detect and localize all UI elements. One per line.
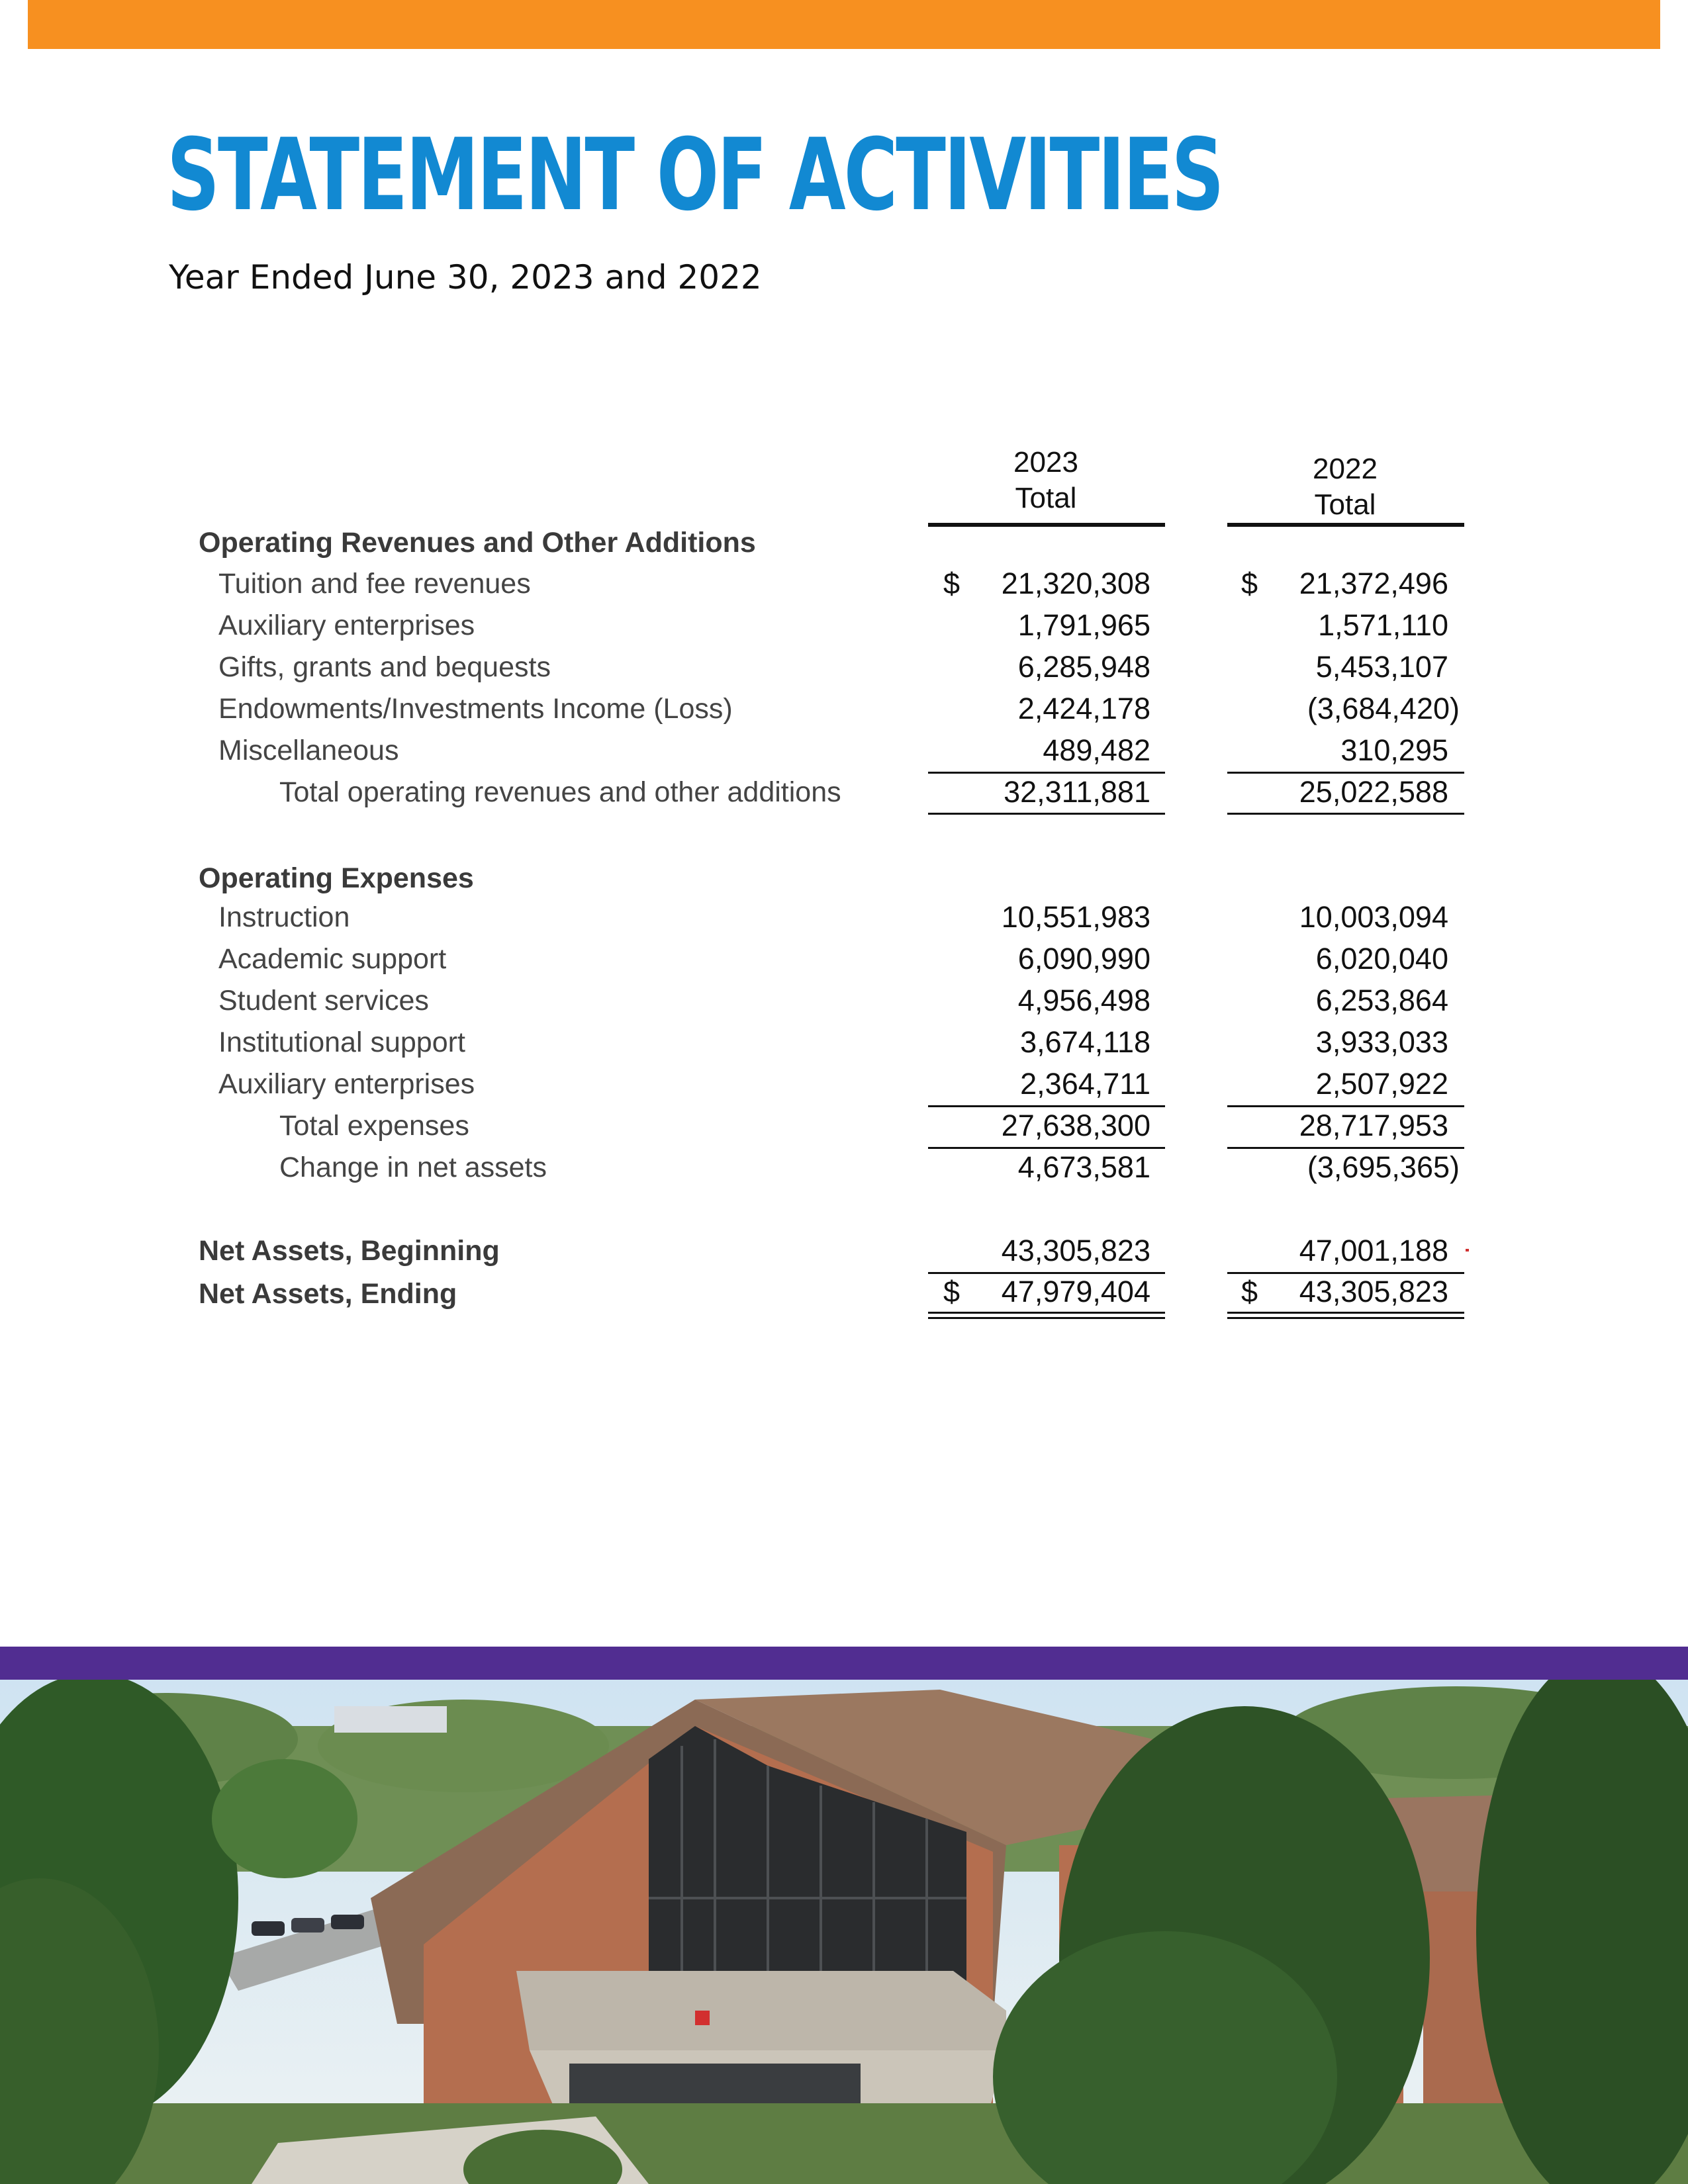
value-2022: (3,684,420) — [1307, 692, 1460, 725]
value-2022: 10,003,094 — [1299, 900, 1448, 934]
row-label: Endowments/Investments Income (Loss) — [218, 693, 733, 725]
value-2023: 6,285,948 — [1017, 650, 1150, 684]
value-2022: 47,001,188 — [1299, 1234, 1448, 1267]
subtotal-rule — [928, 772, 1165, 774]
currency-symbol: $ — [1241, 1275, 1258, 1308]
page-title: STATEMENT OF ACTIVITIES — [167, 118, 1223, 233]
value-2022: 5,453,107 — [1315, 650, 1448, 684]
value-2023: 6,090,990 — [1017, 942, 1150, 976]
value-2023: 489,482 — [1043, 733, 1150, 767]
col-year: 2022 — [1313, 453, 1378, 485]
value-2022: 310,295 — [1340, 733, 1448, 767]
value-2022: 2,507,922 — [1315, 1067, 1448, 1101]
col-year: 2023 — [1013, 446, 1078, 478]
currency-symbol: $ — [943, 1275, 961, 1308]
total-rule — [1227, 813, 1464, 815]
row-label: Gifts, grants and bequests — [218, 651, 551, 683]
value-2023: 2,424,178 — [1017, 692, 1150, 725]
value-2023: 10,551,983 — [1001, 900, 1150, 934]
col-header-rule — [928, 523, 1165, 527]
red-mark — [1466, 1249, 1469, 1251]
col-label: Total — [1314, 488, 1376, 521]
row-label: Miscellaneous — [218, 735, 399, 766]
value-2022: 6,253,864 — [1315, 983, 1448, 1017]
col-header-2023 — [966, 445, 1125, 516]
section-heading-revenues: Operating Revenues and Other Additions — [199, 527, 756, 559]
value-2022: (3,695,365) — [1307, 1150, 1460, 1184]
double-rule-bottom — [1227, 1317, 1464, 1319]
row-label: Academic support — [218, 943, 447, 975]
col-label: Total — [1015, 482, 1077, 514]
col-header-rule — [1227, 523, 1464, 527]
currency-symbol: $ — [943, 567, 961, 600]
value-2022: 43,305,823 — [1299, 1275, 1448, 1308]
value-2022: 3,933,033 — [1315, 1025, 1448, 1059]
value-2023: 32,311,881 — [1004, 775, 1150, 809]
subtotal-rule — [1227, 1147, 1464, 1149]
bottom-purple-bar — [0, 1647, 1688, 1680]
subtotal-rule — [1227, 1105, 1464, 1107]
double-rule-top — [1227, 1312, 1464, 1314]
double-rule-bottom — [928, 1317, 1165, 1319]
subtotal-rule — [1227, 772, 1464, 774]
net-assets-ending-label: Net Assets, Ending — [199, 1278, 457, 1310]
value-2022: 21,372,496 — [1299, 567, 1448, 600]
value-2023: 27,638,300 — [1001, 1109, 1150, 1142]
subtotal-rule — [928, 1272, 1165, 1274]
value-2023: 43,305,823 — [1001, 1234, 1150, 1267]
value-2022: 28,717,953 — [1299, 1109, 1448, 1142]
value-2022: 1,571,110 — [1318, 608, 1448, 642]
value-2023: 2,364,711 — [1020, 1067, 1150, 1101]
value-2023: 21,320,308 — [1001, 567, 1150, 600]
total-expenses-label: Total expenses — [279, 1110, 469, 1142]
value-2023: 3,674,118 — [1020, 1025, 1150, 1059]
row-label: Student services — [218, 985, 429, 1017]
page-subtitle: Year Ended June 30, 2023 and 2022 — [169, 258, 762, 296]
campus-building-photo — [0, 1680, 1688, 2184]
row-label: Tuition and fee revenues — [218, 568, 531, 600]
value-2022: 25,022,588 — [1299, 775, 1448, 809]
value-2023: 4,956,498 — [1017, 983, 1150, 1017]
currency-symbol: $ — [1241, 567, 1258, 600]
row-label: Institutional support — [218, 1026, 465, 1058]
row-label: Instruction — [218, 901, 350, 933]
subtotal-rule — [928, 1147, 1165, 1149]
total-rule — [928, 813, 1165, 815]
total-revenues-label: Total operating revenues and other additions — [279, 776, 841, 808]
change-net-assets-label: Change in net assets — [279, 1152, 547, 1183]
value-2023: 47,979,404 — [1001, 1275, 1150, 1308]
net-assets-beginning-label: Net Assets, Beginning — [199, 1235, 500, 1267]
row-label: Auxiliary enterprises — [218, 1068, 475, 1100]
value-2023: 4,673,581 — [1017, 1150, 1150, 1184]
value-2023: 1,791,965 — [1017, 608, 1150, 642]
subtotal-rule — [928, 1105, 1165, 1107]
section-heading-expenses: Operating Expenses — [199, 862, 474, 894]
row-label: Auxiliary enterprises — [218, 610, 475, 641]
double-rule-top — [928, 1312, 1165, 1314]
col-header-2022 — [1266, 451, 1425, 523]
subtotal-rule — [1227, 1272, 1464, 1274]
value-2022: 6,020,040 — [1315, 942, 1448, 976]
